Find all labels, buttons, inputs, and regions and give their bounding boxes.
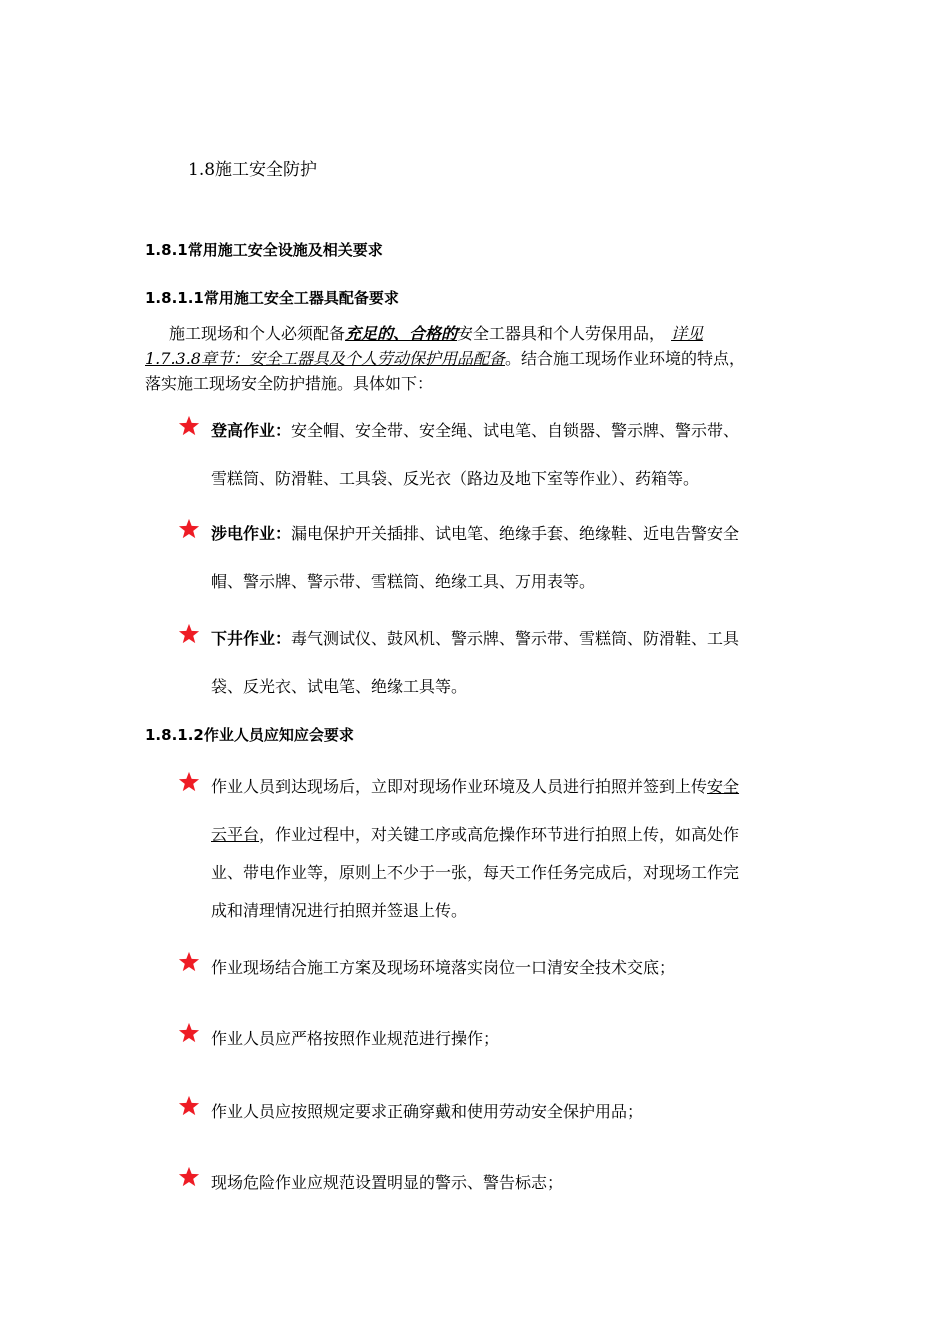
equipment-item-electrical [211,521,739,544]
subsection-heading-1-8-1-1: 1.8.1.1常用施工安全工器具配备要求 [145,289,399,307]
intro-text: 。结合施工现场作业环境的特点， [504,349,745,368]
requirement-photo-line-2 [211,822,739,845]
requirement-text: 作业人员到达现场后，立即对现场作业环境及人员进行拍照并签到上传 [211,777,708,796]
red-star-icon [178,1095,200,1117]
red-star-icon [178,951,200,973]
requirement-item: 作业人员应严格按照作业规范进行操作； [211,1029,500,1048]
equipment-text: 毒气测试仪、鼓风机、警示牌、警示带、雪糕筒、防滑鞋、工具 [291,629,740,648]
requirement-text: ，作业过程中，对关键工序或高危操作环节进行拍照上传，如高处作 [259,825,740,844]
subsection-heading-1-8-1-2: 1.8.1.2作业人员应知应会要求 [145,726,354,744]
equipment-label: 涉电作业： [211,524,292,543]
equipment-label: 登高作业： [211,421,292,440]
intro-emphasis: 充足的、合格的 [345,324,458,343]
equipment-text-continued: 雪糕筒、防滑鞋、工具袋、反光衣（路边及地下室等作业）、药箱等。 [211,469,700,488]
equipment-text: 漏电保护开关插排、试电笔、绝缘手套、绝缘鞋、近电告警安全 [291,524,740,543]
platform-link[interactable]: 安全 [707,777,740,796]
equipment-text-continued: 帽、警示牌、警示带、雪糕筒、绝缘工具、万用表等。 [211,572,596,591]
intro-line-1 [169,321,703,346]
red-star-icon [178,518,200,540]
equipment-item-climbing [211,418,739,441]
equipment-label: 下井作业： [211,629,292,648]
red-star-icon [178,623,200,645]
requirement-photo-line-4: 成和清理情况进行拍照并签退上传。 [211,901,468,920]
section-reference[interactable]: 详见 [671,324,704,343]
subsection-heading-1-8-1: 1.8.1常用施工安全设施及相关要求 [145,241,383,259]
requirement-photo-line-1 [211,774,739,797]
intro-line-3: 落实施工现场安全防护措施。具体如下： [145,374,434,393]
requirement-item: 现场危险作业应规范设置明显的警示、警告标志； [211,1173,564,1192]
red-star-icon [178,1166,200,1188]
section-title: 1.8施工安全防护 [188,160,318,180]
requirement-item: 作业现场结合施工方案及现场环境落实岗位一口清安全技术交底； [211,958,676,977]
red-star-icon [178,415,200,437]
equipment-text-continued: 袋、反光衣、试电笔、绝缘工具等。 [211,677,468,696]
equipment-item-well [211,626,739,649]
requirement-item: 作业人员应按照规定要求正确穿戴和使用劳动安全保护用品； [211,1102,644,1121]
equipment-text: 安全帽、安全带、安全绳、试电笔、自锁器、警示牌、警示带、 [291,421,740,440]
requirement-photo-line-3: 业、带电作业等，原则上不少于一张，每天工作任务完成后，对现场工作完 [211,863,740,882]
red-star-icon [178,771,200,793]
intro-text: 施工现场和个人必须配备 [169,324,346,343]
intro-text: 安全工器具和个人劳保用品， [457,324,666,343]
red-star-icon [178,1022,200,1044]
intro-line-2 [145,346,745,371]
section-reference[interactable]: 1.7.3.8章节：安全工器具及个人劳动保护用品配备 [145,349,505,368]
platform-link[interactable]: 云平台 [211,825,260,844]
